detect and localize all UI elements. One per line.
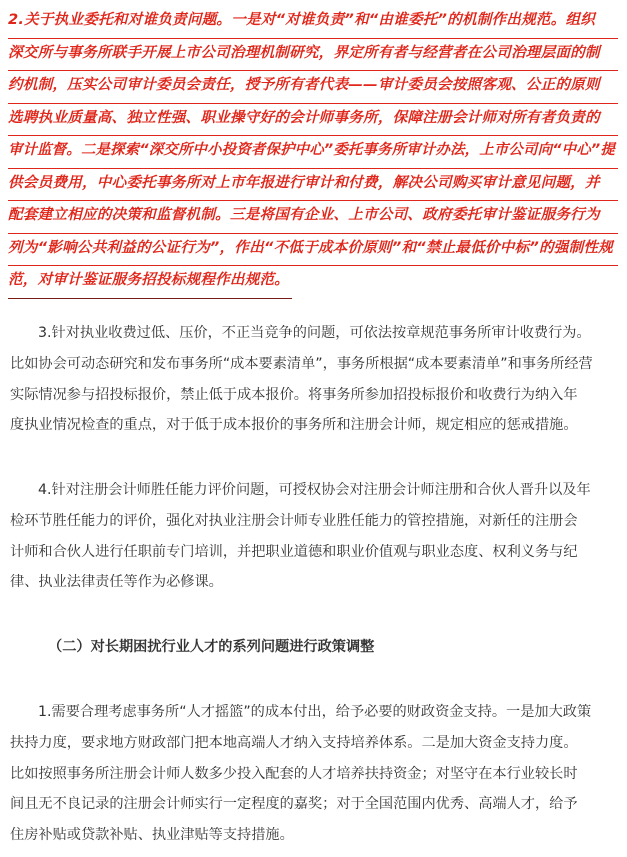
paragraph-line: 度执业情况检查的重点，对于低于成本报价的事务所和注册会计师，规定相应的惩戒措施。 xyxy=(10,417,578,434)
paragraph-line: 实际情况参与招投标报价，禁止低于成本报价。将事务所参加招投标报价和收费行为纳入年 xyxy=(10,386,578,403)
paragraph-line: 律、执业法律责任等作为必修课。 xyxy=(10,574,223,591)
paragraph-line: 1.需要合理考虑事务所“人才摇篮”的成本付出，给予必要的财政资金支持。一是加大政策 xyxy=(38,704,592,720)
paragraph-competency-evaluation xyxy=(10,475,620,598)
highlighted-line: 2.关于执业委托和对谁负责问题。一是对“对谁负责”和“由谁委托”的机制作出规范。组织 xyxy=(8,6,618,39)
paragraph-line: 检环节胜任能力的评价，强化对执业注册会计师专业胜任能力的管控措施，对新任的注册会 xyxy=(10,512,578,529)
paragraph-line: 扶持力度，要求地方财政部门把本地高端人才纳入支持培养体系。二是加大资金支持力度。 xyxy=(10,734,578,751)
highlighted-line: 范，对审计鉴证服务招投标规程作出规范。 xyxy=(8,266,292,299)
paragraph-fee-regulation xyxy=(10,318,620,441)
highlighted-line: 深交所与事务所联手开展上市公司治理机制研究，界定所有者与经营者在公司治理层面的制 xyxy=(8,39,618,72)
paragraph-line: 计师和合伙人进行任职前专门培训，并把职业道德和职业价值观与职业态度、权利义务与纪 xyxy=(10,543,578,560)
highlighted-line: 选聘执业质量高、独立性强、职业操守好的会计师事务所，保障注册会计师对所有者负责的 xyxy=(8,104,618,137)
highlighted-line: 供会员费用，中心委托事务所对上市年报进行审计和付费，解决公司购买审计意见问题，并 xyxy=(8,169,618,202)
paragraph-line: 4.针对注册会计师胜任能力评价问题，可授权协会对注册会计师注册和合伙人晋升以及年 xyxy=(38,482,591,498)
paragraph-talent-funding xyxy=(10,697,620,851)
section-heading-talent-policy: （二）对长期困扰行业人才的系列问题进行政策调整 xyxy=(48,639,375,655)
paragraph-line: 比如按照事务所注册会计师人数多少投入配套的人才培养扶持资金；对坚守在本行业较长时 xyxy=(10,765,578,782)
paragraph-line: 住房补贴或贷款补贴、执业津贴等支持措施。 xyxy=(10,827,294,844)
highlighted-line: 列为“影响公共利益的公证行为”，作出“不低于成本价原则”和“禁止最低价中标”的强制性规 xyxy=(8,234,618,267)
highlighted-line: 审计监督。二是探索“深交所中小投资者保护中心”委托事务所审计办法，上市公司向“中心”提 xyxy=(8,136,618,169)
highlighted-paragraph-execution-commission xyxy=(8,6,618,299)
highlighted-line: 约机制，压实公司审计委员会责任，授予所有者代表——审计委员会按照客观、公正的原则 xyxy=(8,71,618,104)
highlighted-line: 配套建立相应的决策和监督机制。三是将国有企业、上市公司、政府委托审计鉴证服务行为 xyxy=(8,201,618,234)
paragraph-line: 间且无不良记录的注册会计师实行一定程度的嘉奖；对于全国范围内优秀、高端人才，给予 xyxy=(10,796,578,813)
paragraph-line: 比如协会可动态研究和发布事务所“成本要素清单”，事务所根据“成本要素清单”和事务所经营 xyxy=(10,355,593,372)
paragraph-line: 3.针对执业收费过低、压价，不正当竞争的问题，可依法按章规范事务所审计收费行为。 xyxy=(38,325,591,341)
